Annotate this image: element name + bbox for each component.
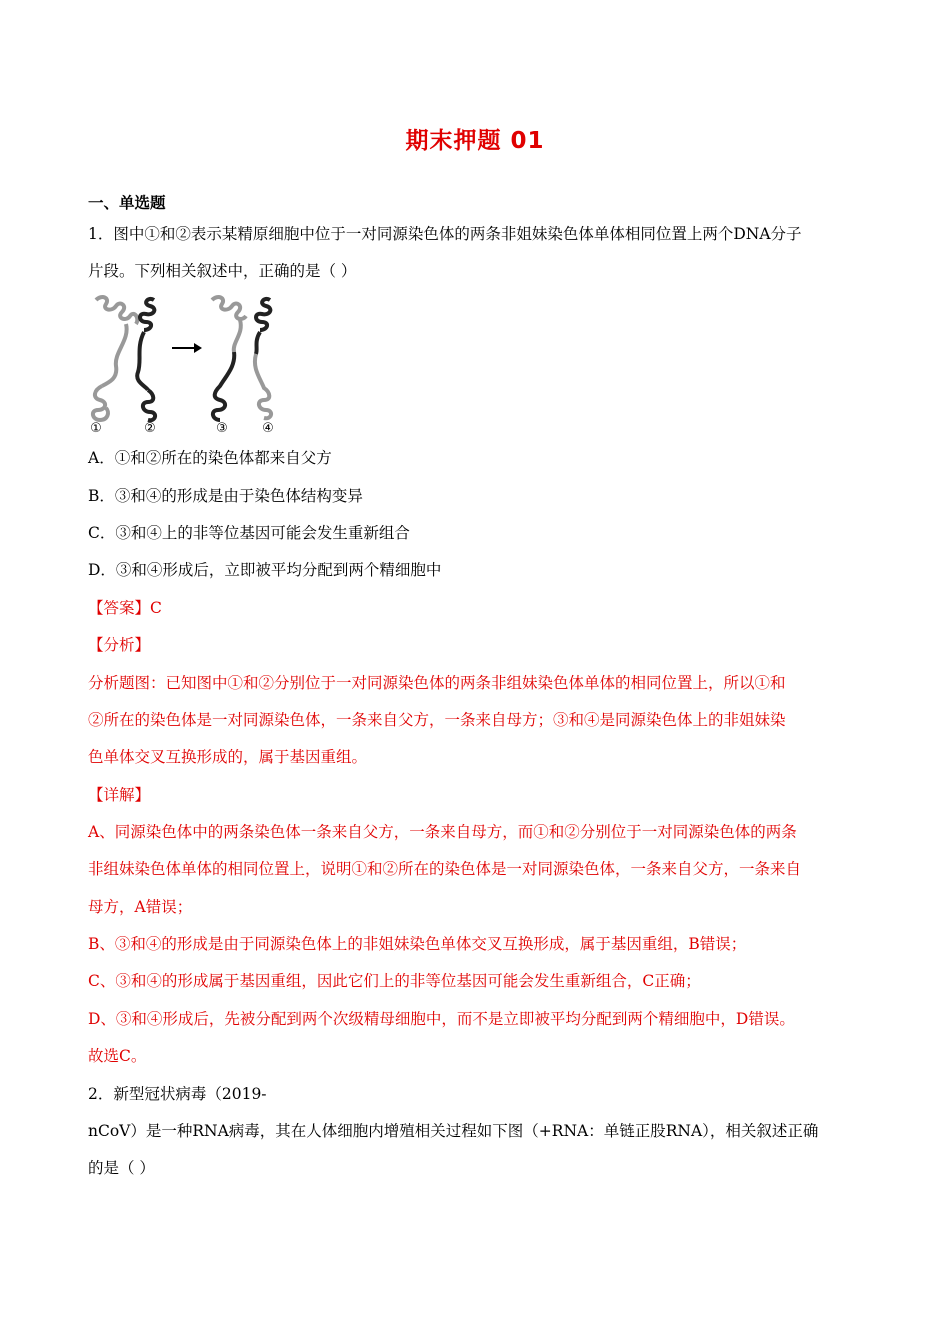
q1-detail-line-2: 非组妹染色体单体的相同位置上，说明①和②所在的染色体是一对同源染色体，一条来自父方，一条来自 [88,860,802,878]
q1-detail-line-7: 故选C。 [88,1047,147,1065]
q1-detail-line-3: 母方，A错误； [88,898,193,916]
q1-stem-line-1: 1．图中①和②表示某精原细胞中位于一对同源染色体的两条非姐妹染色体单体相同位置上两个DNA分子 [88,225,802,243]
q1-detail-heading: 【详解】 [88,786,151,804]
q1-analysis-heading: 【分析】 [88,636,151,654]
q1-detail-line-1: A、同源染色体中的两条染色体一条来自父方，一条来自母方，而①和②分别位于一对同源染色体的两条 [88,823,797,841]
q1-stem-line-2: 片段。下列相关叙述中，正确的是（ ） [88,262,357,280]
q1-detail-line-5: C、③和④的形成属于基因重组，因此它们上的非等位基因可能会发生重新组合，C正确； [88,972,701,990]
section-heading: 一、单选题 [88,193,166,212]
figure-label-2: ② [144,421,156,436]
q2-stem-line-1: 2．新型冠状病毒（2019- [88,1085,267,1103]
q1-detail-line-4: B、③和④的形成是由于同源染色体上的非姐妹染色单体交叉互换形成，属于基因重组，B错误； [88,935,747,953]
page-title: 期末押题 01 [405,128,545,154]
q1-answer: 【答案】C [88,599,162,617]
chromosome-crossover-figure [84,290,284,440]
figure-label-3: ③ [216,421,228,436]
figure-label-4: ④ [262,421,274,436]
q1-analysis-line-1: 分析题图：已知图中①和②分别位于一对同源染色体的两条非组妹染色体单体的相同位置上，所以①和 [88,674,786,692]
q1-analysis-line-3: 色单体交叉互换形成的，属于基因重组。 [88,748,368,766]
strand-1 [93,297,137,420]
q1-analysis-line-2: ②所在的染色体是一对同源染色体，一条来自父方，一条来自母方；③和④是同源染色体上的非姐妹染 [88,711,786,729]
q1-option-d: D．③和④形成后，立即被平均分配到两个精细胞中 [88,561,442,579]
figure-label-1: ① [90,421,102,436]
q1-option-b: B．③和④的形成是由于染色体结构变异 [88,487,363,505]
q1-detail-line-6: D、③和④形成后，先被分配到两个次级精母细胞中，而不是立即被平均分配到两个精细胞中，D错误。 [88,1010,795,1028]
q2-stem-line-2: nCoV）是一种RNA病毒，其在人体细胞内增殖相关过程如下图（+RNA：单链正股RNA），相关叙述正确 [88,1122,819,1140]
strand-2 [137,299,155,420]
q1-option-c: C．③和④上的非等位基因可能会发生重新组合 [88,524,410,542]
strand-3 [212,297,246,420]
q1-option-a: A．①和②所在的染色体都来自父方 [88,449,332,467]
arrow-right-icon [172,343,202,353]
strand-4 [255,299,271,418]
q2-stem-line-3: 的是（ ） [88,1159,155,1177]
